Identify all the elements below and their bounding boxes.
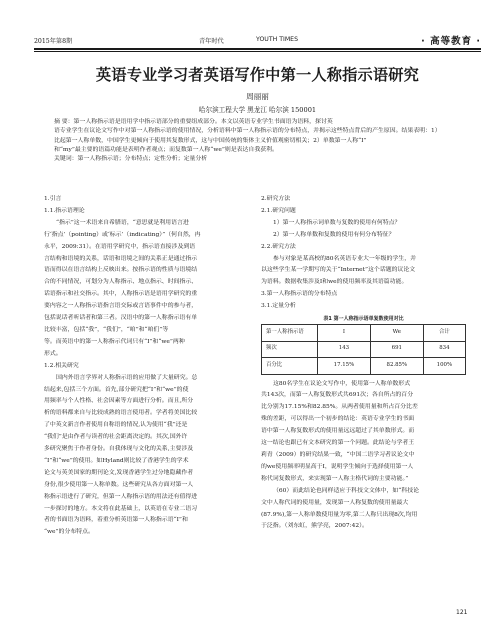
body-line: 这80名学生在议论文写作中，使用第一人称单数形式 xyxy=(273,380,411,387)
table-cell: 834 xyxy=(423,341,465,358)
body-line: 话语指示和社交指示。其中，人称指示语是语用学研究的重 xyxy=(44,291,198,298)
header-rule xyxy=(34,48,481,50)
body-line: 身份,很少使用第一人称单数。这些研究从各方面对第一人 xyxy=(44,481,194,488)
body-line: 语中第一人称复数形式的使用量远远超过了其单数形式。而 xyxy=(261,428,415,435)
body-line: “we”的分布特点。 xyxy=(44,529,94,536)
table-caption: 表1 第一人称指示语单复数使用对比 xyxy=(323,316,404,323)
body-line: 殊的差距，可以得出一个初步的结论：英语专业学生的书面 xyxy=(261,416,415,423)
running-header xyxy=(34,34,481,48)
body-line: 一步探讨的地方。本文将在此基础上，以英语在专业二语习 xyxy=(44,505,198,512)
table-header-cell: I xyxy=(318,325,371,342)
section-heading: 2.研究方法 xyxy=(261,196,291,202)
section-heading: 1.引言 xyxy=(44,196,62,202)
body-line: 称指示语进行了研究，但第一人称指示语的用法还有值得进 xyxy=(44,493,198,500)
journal-name: 青年时代 xyxy=(199,38,224,45)
body-line: 比较丰富，包括“我”，“我们”，“咱”和“咱们”等 xyxy=(44,326,169,333)
body-line: 析的语料都来自与比较成熟的语言使用者。学者将美国比较 xyxy=(44,410,198,417)
right-column-top xyxy=(261,194,466,313)
section-heading: 2.2.研究方法 xyxy=(261,243,296,250)
table-header-cell: We xyxy=(370,325,423,342)
body-line: 这一结论也跟已有文本研究的第一个问题。此结论与学者王 xyxy=(261,440,415,447)
abstract xyxy=(54,118,460,164)
body-line: 的we使用频率明显高于I，说明学生倾向于选择使用第一人 xyxy=(261,463,414,470)
section-heading: 1.2.相关研究 xyxy=(44,362,79,369)
table-cell: 频次 xyxy=(262,341,318,358)
table-cell: 143 xyxy=(318,341,371,358)
body-line: 称代词复数形式，来实现第一人称主格代词的主要功能。” xyxy=(261,475,409,482)
abstract-line: 比起第一人称单数，中国学生更倾向于使用其复数形式，这与中国传统的集体主义价值观密切相关；2）单数第一人称“I” xyxy=(54,137,367,144)
body-line: 合的不同情况，可划分为人称指示、地点指示、时间指示、 xyxy=(44,279,198,286)
usage-table xyxy=(261,324,466,375)
issue-label: 2015年第8期 xyxy=(34,38,73,45)
body-line: 等。而英语中的第一人称指示代词只有“I”和“we”两种 xyxy=(44,338,185,345)
body-line: 要内容之一人称指示语指言语交际或言语事件中的参与者， xyxy=(44,303,198,310)
body-line: 共143次，而第一人称复数形式共691次；各自所占的百分 xyxy=(261,392,414,399)
body-line: “指示”这一术语来自希腊语，“意思就是利用语言进 xyxy=(56,219,189,226)
keywords: 关键词：第一人称指示语；分布特点；定性分析；定量分析 xyxy=(54,156,208,163)
body-line: 参与对象是某高校的80名英语专业大一年级的学生，并 xyxy=(273,255,416,262)
abstract-line: 语专业学生在议论文写作中对第一人称指示语的使用情况，分析语料中第一人称指示语的分布特点，并揭示这些特点背后的产生原因。结果表明：1） xyxy=(54,128,441,135)
body-line: 国内外语言学界对人称指示语的应用做了大量研究。总 xyxy=(56,374,198,381)
table-header-cell: 第一人称指示语 xyxy=(262,325,318,342)
data-table xyxy=(261,315,466,375)
body-line: 永平，2009:31）。在语用学研究中，指示语直接涉及到语 xyxy=(44,243,196,250)
author-name: 周丽丽 xyxy=(246,92,269,101)
body-line: 以这些学生某一学期写的关于“Internet”这个话题的议论文 xyxy=(261,267,416,274)
body-line: 结起来,包括三个方面。首先,部分研究把“I”和“we”的使 xyxy=(44,386,189,393)
body-line: 了中英文新言作者使用自称语的情况,认为使用“我”还是 xyxy=(44,422,188,429)
author-affiliation: 哈尔滨工程大学 黑龙江 哈尔滨 150001 xyxy=(198,106,317,114)
body-line: 多研究聚焦于作者身份。自我体现与文化的关系,主要涉及 xyxy=(44,446,194,453)
article-title: 英语专业学习者英语写作中第一人称指示语研究 xyxy=(95,66,420,84)
body-line: 比分别为17.15%和82.85%。从两者使用量和所占百分比差 xyxy=(261,404,418,411)
table-cell: 100% xyxy=(423,358,465,375)
abstract-line: 和“my”最主要的语篇功能是表明作者观点；而复数第一人称“we”则是表达自我获利。 xyxy=(54,146,278,153)
section-heading: 3.1.定量分析 xyxy=(261,303,296,310)
body-line: 为语料。数据收集涉及I和we的使用频率及其语篇功能。 xyxy=(261,279,408,286)
page-number: 121 xyxy=(456,609,468,616)
journal-name-en: YOUTH TIMES xyxy=(256,36,299,43)
table-cell: 百分比 xyxy=(262,358,318,375)
body-line: 言结构和语境的关系，话语和语境之间的关系正是通过指示 xyxy=(44,255,198,262)
table-cell: 691 xyxy=(370,341,423,358)
abstract-line: 摘 要：第一人称指示语是语用学中指示语部分的重要组成部分。本文以英语专业学生书面语为语料，探讨英 xyxy=(54,119,333,125)
section-label: · 高等教育 · xyxy=(421,36,481,47)
body-line: 形式。 xyxy=(44,350,62,357)
table-cell: 82.85% xyxy=(370,358,423,375)
table-row xyxy=(262,341,466,358)
section-heading: 2.1.研究问题 xyxy=(261,207,296,214)
right-column xyxy=(261,194,466,533)
body-line: “我们”是由作者与读者的社会距离决定的。其次,国外许 xyxy=(44,434,188,441)
section-heading: 1.1.指示语理论 xyxy=(44,207,85,214)
table-header-cell: 合计 xyxy=(423,325,465,342)
section-heading: 3.第一人称指示语的分布特点 xyxy=(261,291,338,298)
header-rule-thin xyxy=(34,51,481,52)
body-line: 论文与英美国家的期刊论文,发现香港学生过分地隐藏作者 xyxy=(44,469,194,476)
body-line: 2）第一人称单数和复数的使用有何分布特征？ xyxy=(273,231,395,238)
body-line: 用频率与个人性格、社会因素等方面进行分析。而且,所分 xyxy=(44,398,194,405)
body-line: 语而得以在语言结构上反映出来。按指示语的性质与语境结 xyxy=(44,267,198,274)
body-line: 莉青（2009）的研究结果一致，“中国二语学习者议论文中 xyxy=(261,452,415,458)
table-cell: 17.15% xyxy=(318,358,371,375)
table-row xyxy=(262,358,466,375)
body-line: “I”和“we”的使用。如Hyland则比较了香港学生的学术 xyxy=(44,457,189,464)
table-header-row xyxy=(262,325,466,342)
right-column-bottom xyxy=(261,379,466,534)
body-line: 者的书面语为语料，着重分析英语第一人称指示语“I”和 xyxy=(44,517,188,524)
body-line: 包括说话者听话者和第三者。汉语中的第一人称指示语有单 xyxy=(44,315,198,322)
body-line: 文中人称代词的使用量，发现第一人称复数的使用量最大 xyxy=(261,499,409,506)
left-column xyxy=(44,194,249,539)
body-line: （60）而此结论也同样适应于科技文文体中，如“科技论 xyxy=(273,487,419,494)
body-line: 行‘指点’（pointing）或‘标示’（indicating）”（何自然，冉 xyxy=(44,231,201,238)
body-line: 1）第一人称指示词单数与复数的使用有何特点？ xyxy=(273,219,401,226)
body-line: 于泛指。（刘东虹，熊学亮，2007:42）。 xyxy=(261,523,368,530)
body-line: (87.9%),第一人称单数使用量为零,第二人称只出现8次,均用 xyxy=(261,511,418,518)
